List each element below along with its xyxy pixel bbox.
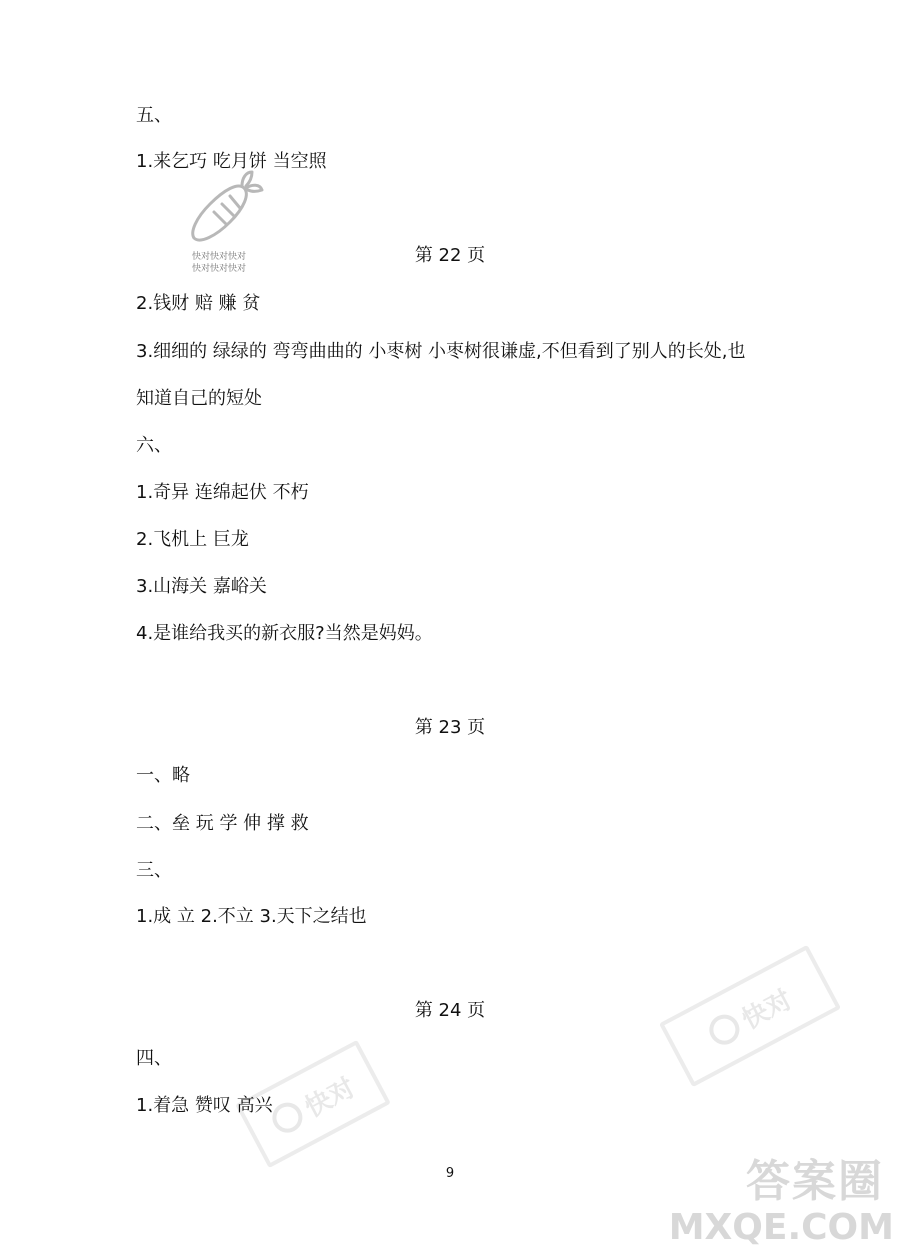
page-22-line-3a: 3.细细的 绿绿的 弯弯曲曲的 小枣树 小枣树很谦虚,不但看到了别人的长处,也	[136, 341, 746, 362]
page-23-title: 第 23 页	[414, 717, 486, 738]
stamp-text: 快对	[300, 1072, 361, 1124]
carrot-text-line-2: 快对快对快对	[192, 264, 247, 274]
page-number: 9	[445, 1166, 455, 1181]
page-24-line-1: 四、	[136, 1048, 172, 1069]
section-five-heading: 五、	[136, 105, 172, 126]
page-22-line-2: 2.钱财 赔 赚 贫	[136, 293, 261, 314]
section-five-line-1: 1.来乞巧 吃月饼 当空照	[136, 151, 327, 172]
section-six-line-2: 2.飞机上 巨龙	[136, 529, 249, 550]
page-24-line-2: 1.着急 赞叹 高兴	[136, 1095, 273, 1116]
page-22-title: 第 22 页	[414, 245, 486, 266]
section-six-heading: 六、	[136, 435, 172, 456]
page-24-title: 第 24 页	[414, 1000, 486, 1021]
corner-watermark-site: MXQE.COM	[668, 1207, 894, 1248]
carrot-text-line-1: 快对快对快对	[192, 252, 247, 262]
page-22-line-3b: 知道自己的短处	[136, 388, 262, 409]
section-six-line-4: 4.是谁给我买的新衣服?当然是妈妈。	[136, 623, 433, 644]
corner-watermark-big: 答案圈	[746, 1156, 884, 1207]
check-circle-icon	[267, 1097, 308, 1138]
page-23-line-4: 1.成 立 2.不立 3.天下之结也	[136, 906, 367, 927]
page-23-line-1: 一、略	[136, 765, 190, 786]
section-six-line-3: 3.山海关 嘉峪关	[136, 576, 267, 597]
stamp-text: 快对	[737, 984, 798, 1036]
section-six-line-1: 1.奇异 连绵起伏 不朽	[136, 482, 309, 503]
page-23-line-3: 三、	[136, 860, 172, 881]
corner-watermark-logo	[668, 1156, 894, 1248]
page-23-line-2: 二、垒 玩 学 伸 撑 救	[136, 813, 309, 834]
